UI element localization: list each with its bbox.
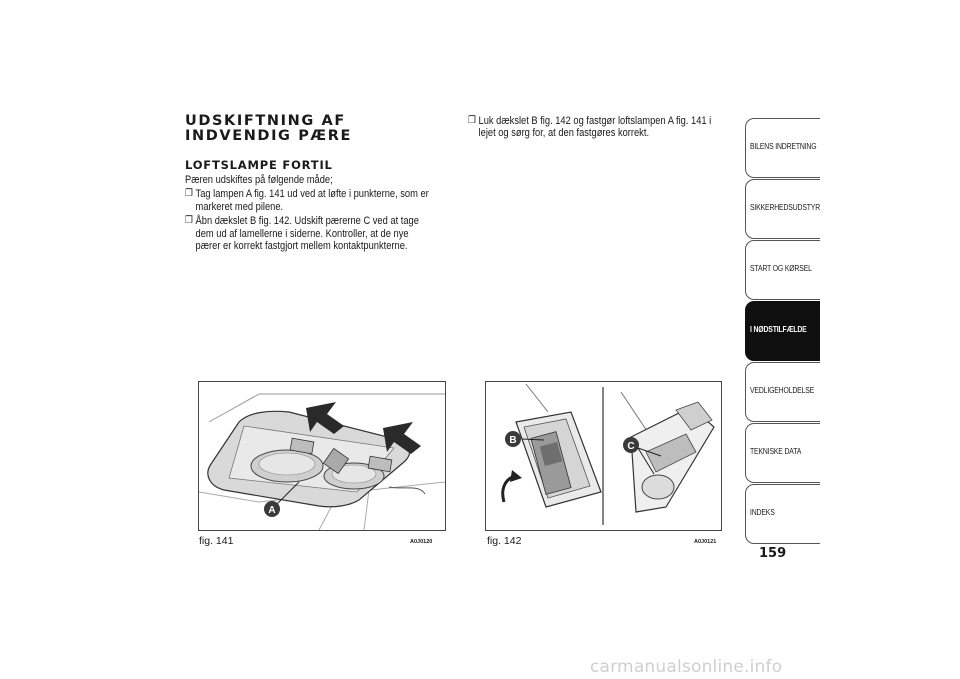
tab-bilens-indretning[interactable] [745,118,820,178]
page-number: 159 [759,546,787,561]
figure-141-illustration [198,381,446,531]
tab-sikkerhedsudstyr[interactable] [745,179,820,239]
instruction-text: Åbn dækslet B fig. 142. Udskift pærerne C ved at tage dem ud af lamellerne i siderne. Kontroller, at de nye pærer er korrekt fastgjort mellem kontaktpunkterne. [195,215,419,253]
tab-label: TEKNISKE DATA [750,446,802,456]
tab-label: BILENS INDRETNING [750,141,817,151]
checkbox-bullet-icon: ❒ [185,188,193,200]
tab-vedligeholdelse[interactable] [745,362,820,422]
figure-141-caption: fig. 141 [199,535,234,547]
watermark: carmanualsonline.info [590,657,783,677]
tab-i-nodstilfaelde[interactable] [745,301,820,361]
tab-label: START OG KØRSEL [750,263,812,273]
left-column [185,174,433,254]
instruction-text: Tag lampen A fig. 141 ud ved at løfte i punkterne, som er markeret med pilene. [195,188,429,213]
callout-b: B [509,435,517,446]
intro-text: Pæren udskiftes på følgende måde; [185,174,333,186]
tab-label: INDEKS [750,507,775,517]
instruction-item [468,115,730,140]
callout-c: C [627,441,635,452]
checkbox-bullet-icon: ❒ [468,115,476,126]
section-title: UDSKIFTNING AF INDVENDIG PÆRE [185,113,353,144]
tab-start-og-korsel[interactable] [745,240,820,300]
sub-title: LOFTSLAMPE FORTIL [185,158,333,172]
right-column [468,115,730,142]
figure-142-caption: fig. 142 [487,535,522,547]
figure-142-code: A0J0121 [694,539,717,545]
instruction-item [185,188,433,213]
figure-142-illustration [485,381,722,531]
tab-label: SIKKERHEDSUDSTYR [750,202,821,212]
tab-tekniske-data[interactable] [745,423,820,483]
instruction-item [185,215,433,252]
figure-141-code: A0J0120 [410,539,433,545]
tab-indeks[interactable] [745,484,820,544]
instruction-text: Luk dækslet B fig. 142 og fastgør loftslampen A fig. 141 i lejet og sørg for, at den fastgøres korrekt. [478,115,712,140]
tab-label: VEDLIGEHOLDELSE [750,385,815,395]
callout-a: A [268,505,276,516]
checkbox-bullet-icon: ❒ [185,215,193,227]
tab-label: I NØDSTILFÆLDE [750,324,807,334]
